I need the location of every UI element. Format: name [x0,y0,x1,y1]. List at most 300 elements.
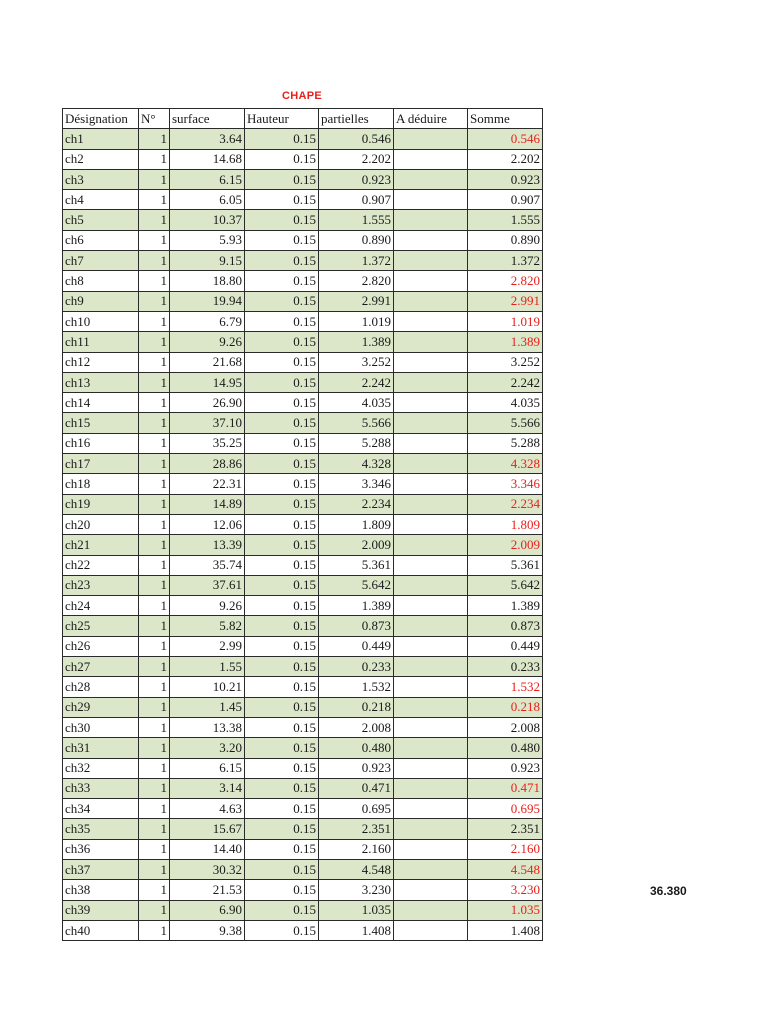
cell-surface[interactable]: 4.63 [170,799,245,819]
cell-a-deduire[interactable] [394,677,468,697]
cell-designation[interactable]: ch40 [63,920,139,940]
cell-a-deduire[interactable] [394,778,468,798]
cell-number[interactable]: 1 [139,596,170,616]
cell-designation[interactable]: ch29 [63,697,139,717]
cell-surface[interactable]: 35.25 [170,433,245,453]
cell-designation[interactable]: ch33 [63,778,139,798]
table-row [63,920,543,940]
cell-designation[interactable]: ch26 [63,636,139,656]
cell-number[interactable]: 1 [139,880,170,900]
cell-somme[interactable]: 2.820 [468,271,543,291]
cell-a-deduire[interactable] [394,616,468,636]
cell-somme[interactable]: 1.555 [468,210,543,230]
cell-hauteur[interactable]: 0.15 [245,494,319,514]
cell-surface[interactable]: 28.86 [170,454,245,474]
cell-hauteur[interactable]: 0.15 [245,738,319,758]
cell-number[interactable]: 1 [139,657,170,677]
cell-hauteur[interactable]: 0.15 [245,291,319,311]
cell-somme[interactable]: 2.202 [468,149,543,169]
cell-somme[interactable]: 2.008 [468,717,543,737]
cell-a-deduire[interactable] [394,433,468,453]
cell-partielles[interactable]: 2.234 [319,494,394,514]
cell-designation[interactable]: ch21 [63,535,139,555]
cell-somme[interactable]: 5.361 [468,555,543,575]
cell-somme[interactable]: 3.346 [468,474,543,494]
table-row [63,433,543,453]
cell-number[interactable]: 1 [139,920,170,940]
cell-partielles[interactable]: 4.548 [319,859,394,879]
table-row [63,190,543,210]
cell-surface[interactable]: 13.39 [170,535,245,555]
cell-designation[interactable]: ch7 [63,251,139,271]
cell-surface[interactable]: 6.79 [170,311,245,331]
table-body [63,129,543,941]
cell-designation[interactable]: ch8 [63,271,139,291]
cell-a-deduire[interactable] [394,819,468,839]
cell-partielles[interactable]: 0.695 [319,799,394,819]
cell-designation[interactable]: ch19 [63,494,139,514]
cell-a-deduire[interactable] [394,738,468,758]
cell-number[interactable]: 1 [139,697,170,717]
cell-hauteur[interactable]: 0.15 [245,880,319,900]
cell-surface[interactable]: 5.93 [170,230,245,250]
cell-hauteur[interactable]: 0.15 [245,271,319,291]
cell-somme[interactable]: 2.234 [468,494,543,514]
cell-hauteur[interactable]: 0.15 [245,535,319,555]
cell-somme[interactable]: 0.218 [468,697,543,717]
cell-a-deduire[interactable] [394,859,468,879]
cell-hauteur[interactable]: 0.15 [245,413,319,433]
cell-a-deduire[interactable] [394,880,468,900]
cell-number[interactable]: 1 [139,352,170,372]
cell-surface[interactable]: 19.94 [170,291,245,311]
cell-somme[interactable]: 5.566 [468,413,543,433]
cell-a-deduire[interactable] [394,555,468,575]
header-hauteur[interactable]: Hauteur [245,109,319,129]
cell-hauteur[interactable]: 0.15 [245,169,319,189]
cell-a-deduire[interactable] [394,210,468,230]
cell-partielles[interactable]: 0.873 [319,616,394,636]
cell-surface[interactable]: 6.15 [170,169,245,189]
cell-somme[interactable]: 1.408 [468,920,543,940]
cell-designation[interactable]: ch3 [63,169,139,189]
cell-designation[interactable]: ch25 [63,616,139,636]
cell-number[interactable]: 1 [139,555,170,575]
cell-designation[interactable]: ch39 [63,900,139,920]
cell-somme[interactable]: 0.449 [468,636,543,656]
cell-hauteur[interactable]: 0.15 [245,555,319,575]
cell-hauteur[interactable]: 0.15 [245,758,319,778]
cell-designation[interactable]: ch35 [63,819,139,839]
table-row [63,332,543,352]
cell-a-deduire[interactable] [394,311,468,331]
cell-somme[interactable]: 1.372 [468,251,543,271]
cell-designation[interactable]: ch36 [63,839,139,859]
cell-a-deduire[interactable] [394,799,468,819]
cell-designation[interactable]: ch18 [63,474,139,494]
cell-designation[interactable]: ch37 [63,859,139,879]
cell-a-deduire[interactable] [394,413,468,433]
cell-number[interactable]: 1 [139,332,170,352]
cell-number[interactable]: 1 [139,758,170,778]
cell-surface[interactable]: 10.21 [170,677,245,697]
cell-designation[interactable]: ch31 [63,738,139,758]
cell-a-deduire[interactable] [394,596,468,616]
cell-hauteur[interactable]: 0.15 [245,352,319,372]
cell-hauteur[interactable]: 0.15 [245,454,319,474]
cell-designation[interactable]: ch12 [63,352,139,372]
cell-partielles[interactable]: 2.242 [319,372,394,392]
cell-number[interactable]: 1 [139,149,170,169]
cell-a-deduire[interactable] [394,900,468,920]
cell-a-deduire[interactable] [394,494,468,514]
cell-a-deduire[interactable] [394,636,468,656]
cell-designation[interactable]: ch4 [63,190,139,210]
cell-number[interactable]: 1 [139,454,170,474]
cell-designation[interactable]: ch23 [63,575,139,595]
table-row [63,819,543,839]
cell-somme[interactable]: 5.288 [468,433,543,453]
cell-partielles[interactable]: 1.555 [319,210,394,230]
cell-number[interactable]: 1 [139,778,170,798]
cell-designation[interactable]: ch27 [63,657,139,677]
cell-number[interactable]: 1 [139,636,170,656]
cell-number[interactable]: 1 [139,839,170,859]
cell-number[interactable]: 1 [139,494,170,514]
cell-partielles[interactable]: 3.346 [319,474,394,494]
cell-surface[interactable]: 3.14 [170,778,245,798]
cell-designation[interactable]: ch34 [63,799,139,819]
cell-surface[interactable]: 14.40 [170,839,245,859]
cell-a-deduire[interactable] [394,352,468,372]
cell-designation[interactable]: ch2 [63,149,139,169]
cell-a-deduire[interactable] [394,575,468,595]
cell-a-deduire[interactable] [394,657,468,677]
cell-partielles[interactable]: 4.328 [319,454,394,474]
cell-somme[interactable]: 1.019 [468,311,543,331]
cell-hauteur[interactable]: 0.15 [245,190,319,210]
cell-number[interactable]: 1 [139,251,170,271]
cell-hauteur[interactable]: 0.15 [245,311,319,331]
cell-surface[interactable]: 3.64 [170,129,245,149]
cell-partielles[interactable]: 5.642 [319,575,394,595]
table-row [63,129,543,149]
cell-hauteur[interactable]: 0.15 [245,474,319,494]
cell-hauteur[interactable]: 0.15 [245,372,319,392]
cell-somme[interactable]: 0.480 [468,738,543,758]
cell-hauteur[interactable]: 0.15 [245,332,319,352]
cell-partielles[interactable]: 1.019 [319,311,394,331]
cell-partielles[interactable]: 1.532 [319,677,394,697]
cell-number[interactable]: 1 [139,210,170,230]
cell-designation[interactable]: ch17 [63,454,139,474]
cell-somme[interactable]: 4.035 [468,393,543,413]
cell-a-deduire[interactable] [394,230,468,250]
cell-number[interactable]: 1 [139,393,170,413]
cell-somme[interactable]: 1.035 [468,900,543,920]
cell-a-deduire[interactable] [394,514,468,534]
cell-number[interactable]: 1 [139,169,170,189]
cell-somme[interactable]: 1.809 [468,514,543,534]
cell-somme[interactable]: 0.695 [468,799,543,819]
cell-partielles[interactable]: 0.218 [319,697,394,717]
cell-somme[interactable]: 0.546 [468,129,543,149]
cell-somme[interactable]: 0.907 [468,190,543,210]
cell-designation[interactable]: ch16 [63,433,139,453]
cell-somme[interactable]: 1.389 [468,596,543,616]
cell-designation[interactable]: ch13 [63,372,139,392]
cell-a-deduire[interactable] [394,454,468,474]
cell-number[interactable]: 1 [139,291,170,311]
cell-partielles[interactable]: 0.449 [319,636,394,656]
cell-surface[interactable]: 6.90 [170,900,245,920]
cell-somme[interactable]: 2.242 [468,372,543,392]
cell-surface[interactable]: 10.37 [170,210,245,230]
cell-somme[interactable]: 0.923 [468,169,543,189]
table-row [63,880,543,900]
cell-surface[interactable]: 9.15 [170,251,245,271]
cell-partielles[interactable]: 2.008 [319,717,394,737]
cell-designation[interactable]: ch9 [63,291,139,311]
cell-somme[interactable]: 4.328 [468,454,543,474]
cell-hauteur[interactable]: 0.15 [245,859,319,879]
cell-a-deduire[interactable] [394,758,468,778]
cell-partielles[interactable]: 2.351 [319,819,394,839]
cell-hauteur[interactable]: 0.15 [245,149,319,169]
cell-somme[interactable]: 2.351 [468,819,543,839]
cell-partielles[interactable]: 0.923 [319,169,394,189]
cell-partielles[interactable]: 1.389 [319,596,394,616]
cell-hauteur[interactable]: 0.15 [245,575,319,595]
cell-partielles[interactable]: 2.009 [319,535,394,555]
cell-designation[interactable]: ch30 [63,717,139,737]
cell-surface[interactable]: 6.15 [170,758,245,778]
cell-a-deduire[interactable] [394,129,468,149]
cell-number[interactable]: 1 [139,677,170,697]
cell-surface[interactable]: 21.53 [170,880,245,900]
cell-a-deduire[interactable] [394,697,468,717]
cell-number[interactable]: 1 [139,799,170,819]
cell-somme[interactable]: 1.532 [468,677,543,697]
cell-designation[interactable]: ch1 [63,129,139,149]
cell-somme[interactable]: 3.230 [468,880,543,900]
header-somme[interactable]: Somme [468,109,543,129]
cell-surface[interactable]: 6.05 [170,190,245,210]
cell-somme[interactable]: 0.873 [468,616,543,636]
cell-number[interactable]: 1 [139,575,170,595]
cell-surface[interactable]: 18.80 [170,271,245,291]
cell-hauteur[interactable]: 0.15 [245,697,319,717]
header-a-deduire[interactable]: A déduire [394,109,468,129]
cell-number[interactable]: 1 [139,616,170,636]
cell-hauteur[interactable]: 0.15 [245,839,319,859]
cell-number[interactable]: 1 [139,474,170,494]
cell-designation[interactable]: ch20 [63,514,139,534]
cell-surface[interactable]: 5.82 [170,616,245,636]
cell-surface[interactable]: 22.31 [170,474,245,494]
cell-hauteur[interactable]: 0.15 [245,900,319,920]
table-row [63,799,543,819]
cell-a-deduire[interactable] [394,251,468,271]
cell-hauteur[interactable]: 0.15 [245,393,319,413]
cell-a-deduire[interactable] [394,717,468,737]
cell-designation[interactable]: ch15 [63,413,139,433]
cell-surface[interactable]: 9.26 [170,596,245,616]
data-table [62,108,543,941]
cell-surface[interactable]: 2.99 [170,636,245,656]
cell-number[interactable]: 1 [139,311,170,331]
cell-a-deduire[interactable] [394,332,468,352]
cell-designation[interactable]: ch22 [63,555,139,575]
cell-hauteur[interactable]: 0.15 [245,433,319,453]
cell-somme[interactable]: 2.991 [468,291,543,311]
cell-hauteur[interactable]: 0.15 [245,717,319,737]
cell-surface[interactable]: 37.10 [170,413,245,433]
cell-a-deduire[interactable] [394,393,468,413]
cell-partielles[interactable]: 4.035 [319,393,394,413]
cell-surface[interactable]: 26.90 [170,393,245,413]
cell-hauteur[interactable]: 0.15 [245,920,319,940]
header-surface[interactable]: surface [170,109,245,129]
cell-designation[interactable]: ch28 [63,677,139,697]
cell-number[interactable]: 1 [139,738,170,758]
cell-partielles[interactable]: 2.202 [319,149,394,169]
cell-a-deduire[interactable] [394,190,468,210]
cell-designation[interactable]: ch10 [63,311,139,331]
cell-surface[interactable]: 14.68 [170,149,245,169]
cell-hauteur[interactable]: 0.15 [245,230,319,250]
cell-partielles[interactable]: 0.923 [319,758,394,778]
cell-hauteur[interactable]: 0.15 [245,636,319,656]
cell-partielles[interactable]: 0.546 [319,129,394,149]
cell-designation[interactable]: ch14 [63,393,139,413]
cell-partielles[interactable]: 0.907 [319,190,394,210]
cell-surface[interactable]: 1.45 [170,697,245,717]
cell-hauteur[interactable]: 0.15 [245,596,319,616]
cell-partielles[interactable]: 0.471 [319,778,394,798]
cell-partielles[interactable]: 0.890 [319,230,394,250]
cell-hauteur[interactable]: 0.15 [245,210,319,230]
cell-hauteur[interactable]: 0.15 [245,799,319,819]
cell-a-deduire[interactable] [394,839,468,859]
cell-designation[interactable]: ch32 [63,758,139,778]
cell-a-deduire[interactable] [394,149,468,169]
cell-number[interactable]: 1 [139,535,170,555]
cell-number[interactable]: 1 [139,900,170,920]
cell-designation[interactable]: ch24 [63,596,139,616]
cell-surface[interactable]: 9.38 [170,920,245,940]
cell-surface[interactable]: 15.67 [170,819,245,839]
table-row [63,535,543,555]
cell-somme[interactable]: 0.233 [468,657,543,677]
cell-partielles[interactable]: 1.035 [319,900,394,920]
cell-somme[interactable]: 2.009 [468,535,543,555]
cell-hauteur[interactable]: 0.15 [245,778,319,798]
cell-partielles[interactable]: 2.991 [319,291,394,311]
cell-partielles[interactable]: 5.288 [319,433,394,453]
cell-number[interactable]: 1 [139,230,170,250]
cell-somme[interactable]: 1.389 [468,332,543,352]
cell-partielles[interactable]: 3.252 [319,352,394,372]
table-row [63,657,543,677]
cell-partielles[interactable]: 1.389 [319,332,394,352]
cell-a-deduire[interactable] [394,169,468,189]
cell-designation[interactable]: ch6 [63,230,139,250]
header-partielles[interactable]: partielles [319,109,394,129]
cell-somme[interactable]: 4.548 [468,859,543,879]
cell-surface[interactable]: 37.61 [170,575,245,595]
cell-hauteur[interactable]: 0.15 [245,657,319,677]
cell-hauteur[interactable]: 0.15 [245,129,319,149]
cell-surface[interactable]: 13.38 [170,717,245,737]
cell-surface[interactable]: 14.89 [170,494,245,514]
header-designation[interactable]: Désignation [63,109,139,129]
cell-designation[interactable]: ch38 [63,880,139,900]
grand-total[interactable]: 36.380 [650,884,687,898]
cell-a-deduire[interactable] [394,535,468,555]
cell-partielles[interactable]: 1.809 [319,514,394,534]
cell-number[interactable]: 1 [139,819,170,839]
cell-a-deduire[interactable] [394,372,468,392]
cell-somme[interactable]: 2.160 [468,839,543,859]
cell-hauteur[interactable]: 0.15 [245,677,319,697]
cell-number[interactable]: 1 [139,717,170,737]
cell-partielles[interactable]: 5.361 [319,555,394,575]
cell-designation[interactable]: ch5 [63,210,139,230]
cell-number[interactable]: 1 [139,514,170,534]
cell-partielles[interactable]: 0.233 [319,657,394,677]
cell-surface[interactable]: 14.95 [170,372,245,392]
cell-number[interactable]: 1 [139,271,170,291]
cell-number[interactable]: 1 [139,859,170,879]
cell-surface[interactable]: 12.06 [170,514,245,534]
cell-surface[interactable]: 35.74 [170,555,245,575]
cell-designation[interactable]: ch11 [63,332,139,352]
cell-hauteur[interactable]: 0.15 [245,251,319,271]
cell-hauteur[interactable]: 0.15 [245,819,319,839]
cell-number[interactable]: 1 [139,372,170,392]
cell-somme[interactable]: 3.252 [468,352,543,372]
cell-somme[interactable]: 0.923 [468,758,543,778]
cell-partielles[interactable]: 2.160 [319,839,394,859]
cell-surface[interactable]: 1.55 [170,657,245,677]
cell-partielles[interactable]: 2.820 [319,271,394,291]
cell-number[interactable]: 1 [139,433,170,453]
cell-hauteur[interactable]: 0.15 [245,514,319,534]
cell-number[interactable]: 1 [139,129,170,149]
header-number[interactable]: N° [139,109,170,129]
cell-partielles[interactable]: 5.566 [319,413,394,433]
cell-surface[interactable]: 30.32 [170,859,245,879]
cell-hauteur[interactable]: 0.15 [245,616,319,636]
cell-surface[interactable]: 9.26 [170,332,245,352]
cell-a-deduire[interactable] [394,474,468,494]
cell-number[interactable]: 1 [139,413,170,433]
cell-partielles[interactable]: 0.480 [319,738,394,758]
cell-partielles[interactable]: 3.230 [319,880,394,900]
cell-a-deduire[interactable] [394,271,468,291]
cell-surface[interactable]: 21.68 [170,352,245,372]
cell-number[interactable]: 1 [139,190,170,210]
cell-a-deduire[interactable] [394,291,468,311]
cell-a-deduire[interactable] [394,920,468,940]
cell-somme[interactable]: 0.471 [468,778,543,798]
cell-partielles[interactable]: 1.372 [319,251,394,271]
cell-somme[interactable]: 5.642 [468,575,543,595]
cell-partielles[interactable]: 1.408 [319,920,394,940]
cell-surface[interactable]: 3.20 [170,738,245,758]
cell-somme[interactable]: 0.890 [468,230,543,250]
